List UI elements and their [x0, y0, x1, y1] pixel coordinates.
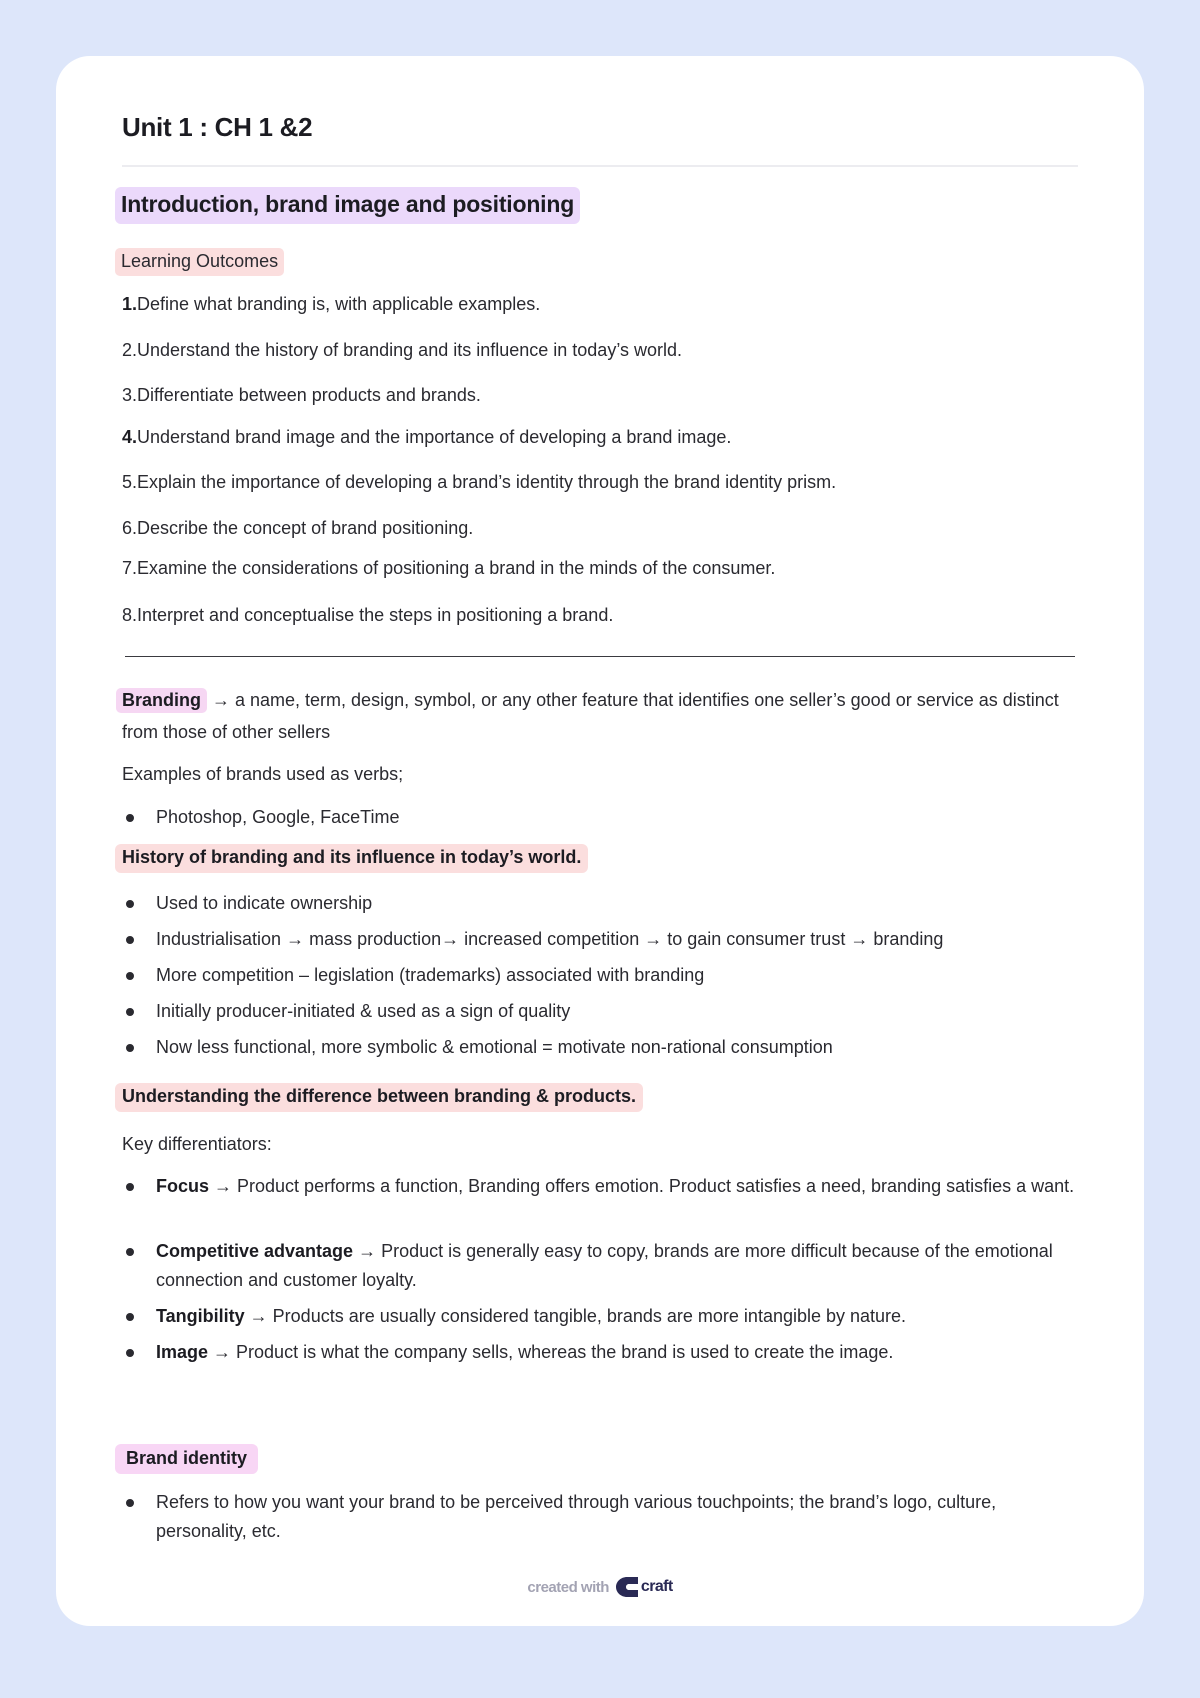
list-item	[122, 1033, 1080, 1062]
list-item-text: → Product performs a function, Branding offers emotion. Product satisfies a need, branding satisfies a want.	[209, 1176, 1075, 1196]
outcome-item	[122, 385, 481, 406]
outcome-number: 6.	[122, 518, 138, 538]
craft-logo[interactable]	[615, 1576, 673, 1598]
document-content	[122, 56, 1080, 1626]
list-item-text: → Product is generally easy to copy, brands are more difficult because of the emotional connection and customer loyalty.	[156, 1241, 1053, 1290]
outcome-number: 5.	[122, 472, 138, 492]
list-item-term: Image	[156, 1342, 209, 1362]
list-item	[122, 1172, 1080, 1201]
outcome-text: Define what branding is, with applicable examples.	[137, 294, 541, 314]
footer	[56, 1575, 1144, 1599]
list-item	[122, 925, 1080, 954]
list-item	[122, 1338, 1080, 1367]
outcome-text: Describe the concept of brand positioning.	[137, 518, 474, 538]
difference-heading: Understanding the difference between branding & products.	[115, 1083, 643, 1112]
list-item	[122, 1237, 1080, 1295]
outcome-text: Understand brand image and the importance of developing a brand image.	[137, 427, 732, 447]
outcome-number: 3.	[122, 385, 138, 405]
differentiators-intro: Key differentiators:	[122, 1134, 272, 1154]
outcome-item	[122, 472, 836, 493]
created-with-label: created with	[527, 1578, 609, 1596]
list-item-text: → Product is what the company sells, whereas the brand is used to create the image.	[208, 1342, 894, 1362]
list-item-text: → Products are usually considered tangible, brands are more intangible by nature.	[244, 1306, 907, 1326]
bullet-icon	[126, 814, 134, 822]
bullet-icon	[126, 1349, 134, 1357]
history-heading: History of branding and its influence in today’s world.	[115, 844, 588, 873]
outcome-item	[122, 427, 731, 448]
bullet-icon	[126, 972, 134, 980]
list-item-text: More competition – legislation (trademarks) associated with branding	[156, 965, 705, 985]
list-item-term: Competitive advantage	[156, 1241, 354, 1261]
outcome-text: Understand the history of branding and its influence in today’s world.	[137, 340, 683, 360]
bullet-icon	[126, 1044, 134, 1052]
bullet-icon	[126, 1313, 134, 1321]
examples-intro: Examples of brands used as verbs;	[122, 764, 404, 784]
outcome-text: Interpret and conceptualise the steps in positioning a brand.	[137, 605, 614, 625]
outcome-item	[122, 340, 682, 361]
outcome-item	[122, 605, 613, 626]
outcome-item	[122, 518, 473, 539]
horizontal-divider	[125, 656, 1075, 657]
bullet-icon	[126, 900, 134, 908]
outcome-item	[122, 294, 540, 315]
list-item	[122, 1488, 1080, 1546]
craft-logo-icon	[615, 1576, 639, 1598]
outcome-text: Differentiate between products and brands.	[137, 385, 481, 405]
learning-outcomes-label: Learning Outcomes	[115, 248, 284, 276]
outcome-text: Explain the importance of developing a brand’s identity through the brand identity prism.	[137, 472, 837, 492]
page-title: Unit 1 : CH 1 &2	[122, 112, 313, 142]
brand-identity-heading: Brand identity	[115, 1444, 258, 1474]
outcome-text: Examine the considerations of positioning a brand in the minds of the consumer.	[137, 558, 776, 578]
outcome-number: 8.	[122, 605, 138, 625]
list-item	[122, 997, 1080, 1026]
list-item	[122, 803, 1080, 832]
list-item	[122, 961, 1080, 990]
branding-term: Branding	[116, 688, 207, 713]
list-item-term: Focus	[156, 1176, 210, 1196]
bullet-icon	[126, 1499, 134, 1507]
section-heading: Introduction, brand image and positioning	[115, 187, 580, 224]
list-item-text: Refers to how you want your brand to be perceived through various touchpoints; the brand’s logo, culture, personality, etc.	[156, 1492, 997, 1541]
list-item-text: Now less functional, more symbolic & emotional = motivate non-rational consumption	[156, 1037, 833, 1057]
title-divider	[122, 165, 1078, 167]
outcome-number: 4.	[122, 427, 138, 447]
outcome-item	[122, 558, 775, 579]
branding-definition	[122, 684, 1080, 748]
document-card	[56, 56, 1144, 1626]
branding-definition-text: → a name, term, design, symbol, or any other feature that identifies one seller’s good or service as distinct from those of other sellers	[122, 690, 1059, 742]
outcome-number: 1.	[122, 294, 138, 314]
bullet-icon	[126, 1008, 134, 1016]
bullet-icon	[126, 1248, 134, 1256]
list-item-text: Used to indicate ownership	[156, 893, 373, 913]
examples-text: Photoshop, Google, FaceTime	[156, 807, 400, 827]
outcome-number: 2.	[122, 340, 138, 360]
list-item-text: Initially producer-initiated & used as a sign of quality	[156, 1001, 571, 1021]
bullet-icon	[126, 936, 134, 944]
list-item-text: Industrialisation → mass production→ increased competition → to gain consumer trust → branding	[156, 929, 944, 949]
craft-brand-name: craft	[640, 1578, 673, 1595]
outcome-number: 7.	[122, 558, 138, 578]
bullet-icon	[126, 1183, 134, 1191]
list-item	[122, 889, 1080, 918]
list-item	[122, 1302, 1080, 1331]
list-item-term: Tangibility	[156, 1306, 245, 1326]
